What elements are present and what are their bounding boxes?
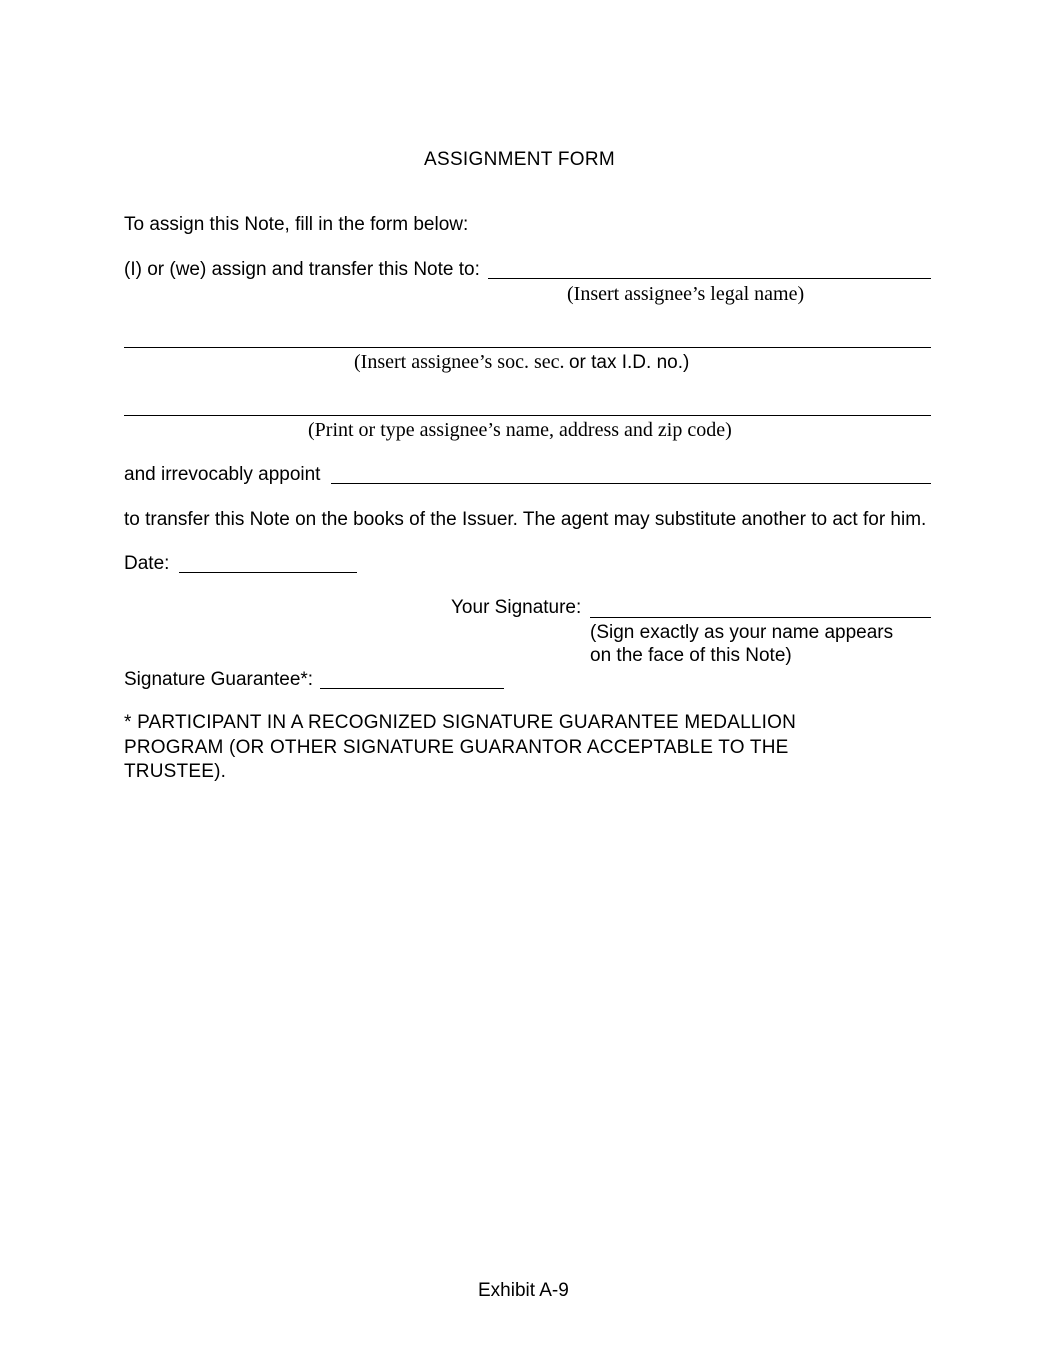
assignee-legal-name-field[interactable] — [488, 278, 931, 279]
signature-label: Your Signature: — [451, 597, 582, 618]
date-label: Date: — [124, 553, 170, 574]
assignee-name-address-field[interactable] — [124, 415, 931, 416]
footnote-line-2: PROGRAM (OR OTHER SIGNATURE GUARANTOR ACCEPTABLE TO THE — [124, 737, 789, 758]
assignee-tax-id-field[interactable] — [124, 347, 931, 348]
signature-caption-line2: on the face of this Note) — [590, 645, 792, 666]
footnote-line-3: TRUSTEE). — [124, 761, 227, 782]
tax-id-caption — [354, 351, 689, 374]
date-field[interactable] — [179, 572, 357, 573]
agent-name-field[interactable] — [331, 483, 931, 484]
exhibit-label: Exhibit A-9 — [478, 1280, 569, 1301]
intro-text: To assign this Note, fill in the form below: — [124, 214, 469, 235]
assign-label: (I) or (we) assign and transfer this Note to: — [124, 259, 480, 280]
tax-id-caption-sans: or tax I.D. no.) — [568, 352, 690, 373]
legal-name-caption: (Insert assignee’s legal name) — [567, 283, 805, 305]
signature-field[interactable] — [590, 617, 931, 618]
signature-caption-line1: (Sign exactly as your name appears — [590, 622, 894, 643]
form-title: ASSIGNMENT FORM — [424, 149, 615, 170]
tax-id-caption-serif: (Insert assignee’s soc. sec. — [354, 351, 565, 373]
guarantee-label: Signature Guarantee*: — [124, 669, 314, 690]
transfer-text: to transfer this Note on the books of the Issuer. The agent may substitute another to act for him. — [124, 509, 927, 530]
footnote-line-1: * PARTICIPANT IN A RECOGNIZED SIGNATURE GUARANTEE MEDALLION — [124, 712, 796, 733]
appoint-label: and irrevocably appoint — [124, 464, 321, 485]
signature-guarantee-field[interactable] — [320, 688, 504, 689]
name-address-caption: (Print or type assignee’s name, address and zip code) — [308, 419, 732, 441]
